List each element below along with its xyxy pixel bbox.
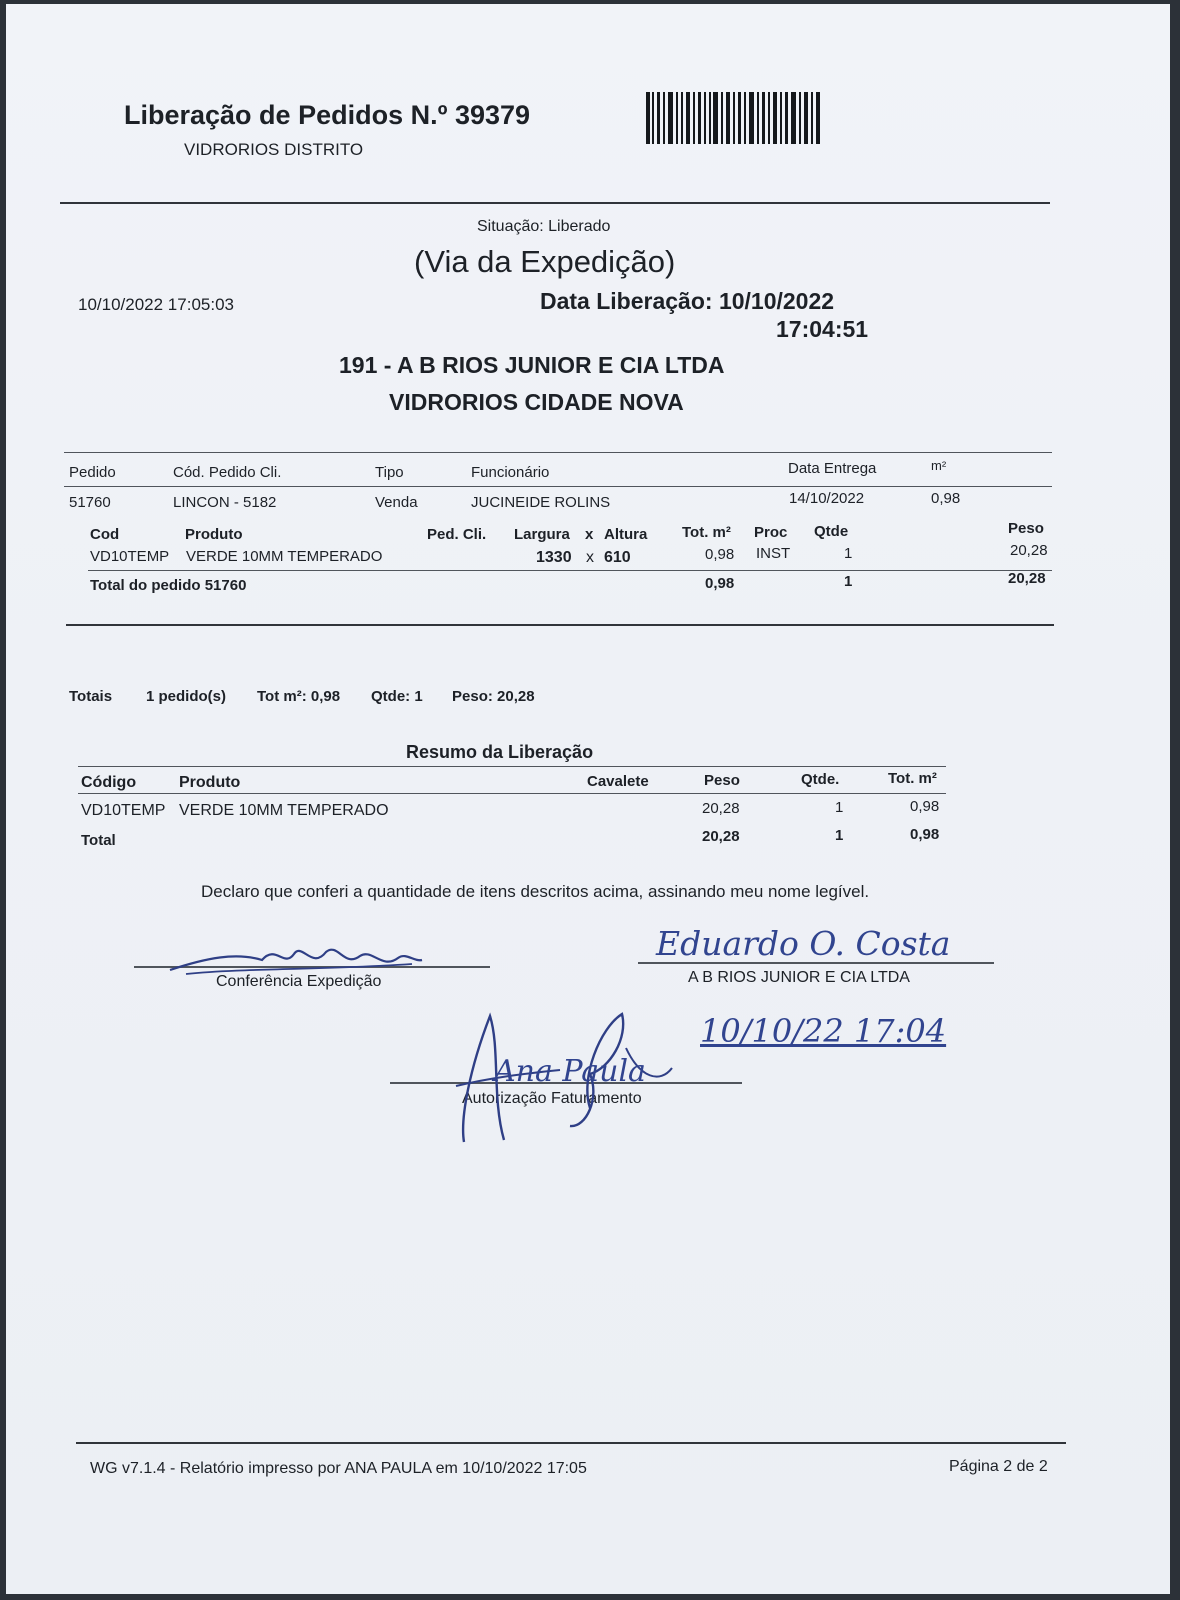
item-header-tot-m2: Tot. m²	[682, 524, 731, 541]
order-total-qtde: 1	[844, 573, 853, 590]
summary-header-cavalete: Cavalete	[587, 773, 649, 790]
order-table-top-line	[64, 452, 1052, 453]
summary-total-tot-m2: 0,98	[910, 826, 940, 843]
item-x: x	[586, 549, 594, 566]
client-signature-label: A B RIOS JUNIOR E CIA LTDA	[688, 969, 910, 986]
summary-title: Resumo da Liberação	[406, 742, 594, 762]
client-name: 191 - A B RIOS JUNIOR E CIA LTDA	[339, 352, 725, 378]
document-title: Liberação de Pedidos N.º 39379	[124, 100, 531, 130]
col-header-data-entrega: Data Entrega	[788, 460, 877, 477]
item-largura: 1330	[536, 549, 572, 566]
totals-pedidos: 1 pedido(s)	[146, 688, 227, 705]
col-header-funcionario: Funcionário	[471, 464, 550, 481]
summary-total-label: Total	[81, 832, 116, 849]
item-header-ped-cli: Ped. Cli.	[427, 526, 487, 543]
item-produto: VERDE 10MM TEMPERADO	[186, 548, 383, 565]
conferencia-signature	[166, 940, 426, 980]
order-data-entrega: 14/10/2022	[789, 490, 865, 507]
footer-printed-by: WG v7.1.4 - Relatório impresso por ANA PAULA em 10/10/2022 17:05	[90, 1460, 587, 1477]
col-header-pedido: Pedido	[69, 464, 116, 481]
totals-label: Totais	[69, 688, 113, 705]
item-altura: 610	[604, 549, 631, 566]
summary-top-line	[78, 766, 946, 767]
order-table-bottom-line	[66, 624, 1054, 626]
item-proc: INST	[756, 545, 791, 562]
item-cod: VD10TEMP	[90, 548, 170, 565]
order-tipo: Venda	[375, 494, 418, 511]
summary-codigo: VD10TEMP	[81, 802, 166, 819]
order-pedido: 51760	[69, 494, 111, 511]
item-peso: 20,28	[1010, 542, 1048, 559]
totals-tot-m2: Tot m²: 0,98	[257, 688, 341, 705]
item-header-altura: Altura	[604, 526, 648, 543]
col-header-tipo: Tipo	[375, 464, 404, 481]
summary-tot-m2: 0,98	[910, 798, 940, 815]
item-header-x: x	[585, 526, 594, 543]
summary-header-codigo: Código	[81, 774, 137, 791]
totals-peso: Peso: 20,28	[452, 688, 535, 705]
summary-header-produto: Produto	[179, 774, 241, 791]
status-text: Situação: Liberado	[477, 218, 611, 235]
declaration-text: Declaro que conferi a quantidade de itens descritos acima, assinando meu nome legível.	[201, 882, 870, 901]
item-qtde: 1	[844, 545, 853, 562]
header-divider	[60, 202, 1050, 204]
order-total-peso: 20,28	[1008, 570, 1046, 587]
item-tot-m2: 0,98	[705, 546, 735, 563]
totals-qtde: Qtde: 1	[371, 688, 423, 705]
client-store: VIDRORIOS CIDADE NOVA	[389, 389, 684, 415]
summary-header-peso: Peso	[704, 772, 740, 789]
order-cod-pedido-cli: LINCON - 5182	[173, 494, 277, 511]
document-page	[6, 4, 1170, 1594]
item-header-qtde: Qtde	[814, 523, 849, 540]
order-m2: 0,98	[931, 490, 961, 507]
order-total-label: Total do pedido 51760	[90, 577, 247, 594]
copy-label: (Via da Expedição)	[414, 244, 676, 279]
item-header-largura: Largura	[514, 526, 570, 543]
item-header-proc: Proc	[754, 524, 788, 541]
item-header-peso: Peso	[1008, 520, 1044, 537]
summary-peso: 20,28	[702, 800, 740, 817]
handwritten-datetime: 10/10/22 17:04	[700, 1012, 947, 1050]
col-header-cod-pedido-cli: Cód. Pedido Cli.	[173, 464, 282, 481]
printed-datetime: 10/10/2022 17:05:03	[78, 295, 234, 314]
release-time: 17:04:51	[776, 316, 869, 342]
order-total-tot-m2: 0,98	[705, 575, 735, 592]
item-header-cod: Cod	[90, 526, 120, 543]
summary-header-tot-m2: Tot. m²	[888, 770, 937, 787]
conferencia-label: Conferência Expedição	[216, 973, 382, 990]
barcode	[646, 92, 826, 144]
col-header-m2: m²	[931, 458, 947, 473]
summary-header-line	[78, 793, 946, 794]
summary-total-qtde: 1	[835, 827, 844, 844]
company-subtitle: VIDRORIOS DISTRITO	[184, 140, 364, 159]
summary-header-qtde: Qtde.	[801, 771, 840, 788]
summary-produto: VERDE 10MM TEMPERADO	[179, 802, 389, 819]
summary-total-peso: 20,28	[702, 828, 740, 845]
order-funcionario: JUCINEIDE ROLINS	[471, 494, 611, 511]
client-handwritten-name: Eduardo O. Costa	[656, 924, 951, 963]
autorizacao-label: Autorização Faturamento	[462, 1090, 642, 1107]
release-date: Data Liberação: 10/10/2022	[540, 288, 835, 314]
autorizacao-handwritten-name: Ana Paula	[494, 1054, 646, 1089]
summary-qtde: 1	[835, 799, 844, 816]
footer-divider	[76, 1442, 1066, 1444]
item-total-line	[88, 570, 1052, 571]
item-header-produto: Produto	[185, 526, 243, 543]
footer-page-number: Página 2 de 2	[949, 1458, 1048, 1475]
order-header-line	[64, 486, 1052, 487]
